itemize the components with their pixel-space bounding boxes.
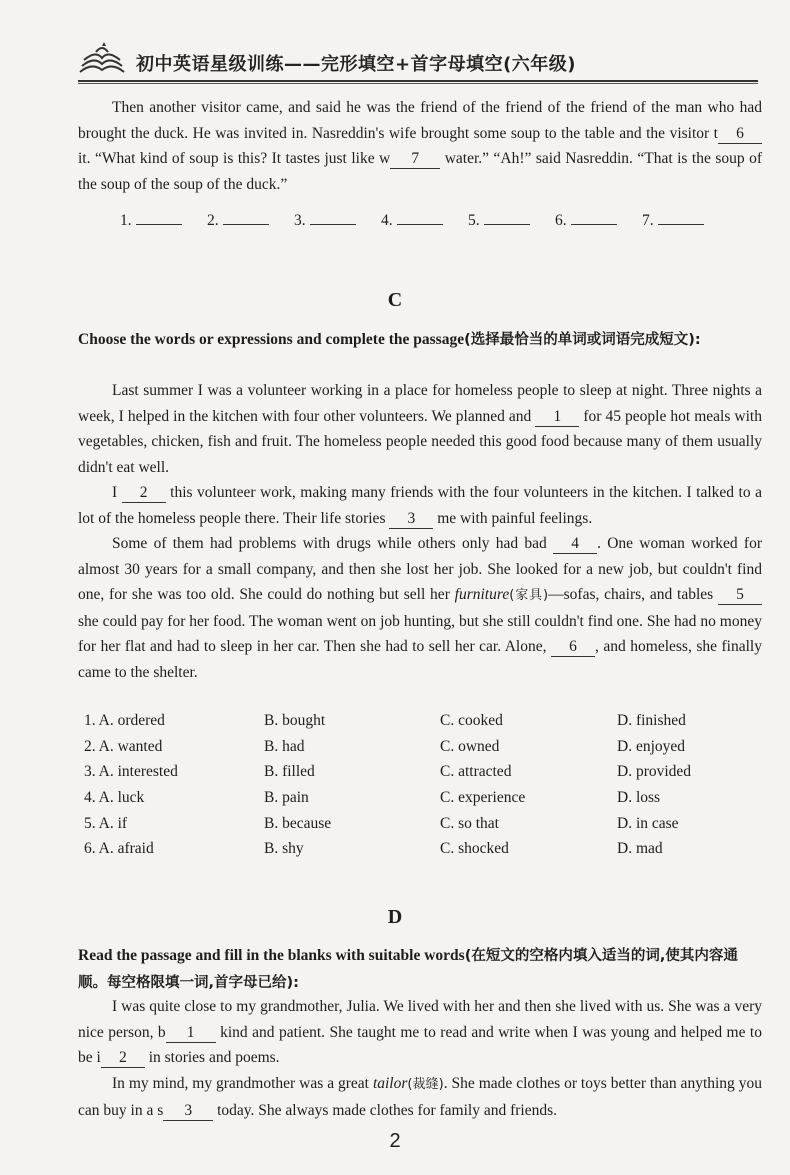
option-a[interactable]: 2. A. wanted: [84, 737, 163, 755]
option-b[interactable]: B. had: [264, 737, 305, 755]
option-a[interactable]: 3. A. interested: [84, 763, 178, 781]
text-segment: Then another visitor came, and said he was the friend of the friend of the friend of the man who had brought the duck. He was invited in. Nasreddin's wife brought some soup to the table and the visitor t: [78, 99, 762, 142]
section-c-instruction: Choose the words or expressions and complete the passage(选择最恰当的单词或词语完成短文):: [78, 331, 701, 348]
option-row: [84, 789, 704, 815]
page-header: [78, 40, 758, 84]
option-row: [84, 712, 704, 738]
section-d-paragraph-2: In my mind, my grandmother was a great tailor(裁缝). She made clothes or toys better than anything you can buy in a s 3 today. She always made clothes for family and friends.: [78, 1075, 762, 1119]
section-c-paragraph-1: Last summer I was a volunteer working in a place for homeless people to sleep at night. Three nights a week, I helped in the kitchen with four other volunteers. We planned and 1 for 45 people hot meals with vegetables, chicken, fish and fruit. The homeless people needed this good food because many of them usually didn't eat well.: [78, 382, 762, 476]
option-d[interactable]: D. mad: [617, 840, 663, 858]
option-c[interactable]: C. shocked: [440, 840, 509, 858]
option-d[interactable]: D. in case: [617, 814, 679, 832]
option-a[interactable]: 6. A. afraid: [84, 840, 154, 858]
book-logo-icon: [78, 40, 126, 80]
answer-blanks-row: [120, 210, 740, 230]
section-c-options: [84, 712, 704, 866]
section-c-paragraph-2: I 2 this volunteer work, making many friends with the four volunteers in the kitchen. I talked to a lot of the homeless people there. Their life stories 3 me with painful feelings.: [78, 484, 762, 527]
option-c[interactable]: C. attracted: [440, 763, 512, 781]
option-a[interactable]: 5. A. if: [84, 814, 128, 832]
blank-c1[interactable]: 1: [535, 408, 579, 427]
section-d-paragraph-1: I was quite close to my grandmother, Julia. We lived with her and then she lived with us. She was a very nice person, b 1 kind and patient. She taught me to read and write when I was young and helped me to be i 2 in stories and poems.: [78, 998, 762, 1066]
option-d[interactable]: D. provided: [617, 763, 692, 781]
answer-item[interactable]: 3.: [294, 210, 381, 230]
option-c[interactable]: C. experience: [440, 789, 526, 807]
blank-d3[interactable]: 3: [163, 1102, 213, 1121]
header-rule-thin: [78, 83, 758, 84]
option-a[interactable]: 4. A. luck: [84, 789, 145, 807]
option-d[interactable]: D. loss: [617, 789, 661, 807]
blank-d1[interactable]: 1: [166, 1024, 216, 1043]
blank-d2[interactable]: 2: [101, 1049, 145, 1068]
blank-c5[interactable]: 5: [718, 586, 762, 605]
blank-c2[interactable]: 2: [122, 484, 166, 503]
option-c[interactable]: C. so that: [440, 814, 499, 832]
option-c[interactable]: C. cooked: [440, 712, 503, 729]
blank-c3[interactable]: 3: [389, 510, 433, 529]
section-c-heading: C: [387, 289, 403, 311]
blank-c6[interactable]: 6: [551, 638, 595, 657]
answer-item[interactable]: 1.: [120, 210, 207, 230]
option-d[interactable]: D. enjoyed: [617, 737, 686, 755]
option-b[interactable]: B. pain: [264, 789, 309, 807]
answer-item[interactable]: 4.: [381, 210, 468, 230]
section-d-instruction: Read the passage and fill in the blanks with suitable words(在短文的空格内填入适当的词,使其内容通顺。每空格限填一词,首字母已给):: [78, 947, 738, 991]
page-number: 2: [389, 1130, 401, 1152]
blank-6[interactable]: 6: [718, 125, 762, 144]
header-title: 初中英语星级训练——完形填空+首字母填空(六年级): [136, 54, 577, 75]
option-row: [84, 763, 704, 789]
section-b-paragraph: [78, 95, 762, 197]
option-d[interactable]: D. finished: [617, 712, 686, 729]
option-b[interactable]: B. filled: [264, 763, 315, 781]
answer-item[interactable]: 5.: [468, 210, 555, 230]
text-segment: water.” “Ah!” said Nasreddin. “That is the soup of the soup of the soup of the duck.”: [78, 150, 763, 193]
option-row: [84, 738, 704, 764]
blank-c4[interactable]: 4: [553, 535, 597, 554]
option-row: [84, 840, 704, 866]
header-rule: [78, 80, 758, 82]
option-b[interactable]: B. bought: [264, 712, 326, 729]
text-segment: it. “What kind of soup is this? It tastes just like w: [78, 150, 391, 167]
blank-7[interactable]: 7: [390, 150, 440, 169]
option-b[interactable]: B. shy: [264, 840, 304, 858]
option-c[interactable]: C. owned: [440, 737, 500, 755]
section-d-heading: D: [387, 906, 403, 928]
answer-item[interactable]: 7.: [642, 210, 729, 230]
option-b[interactable]: B. because: [264, 814, 332, 832]
answer-item[interactable]: 6.: [555, 210, 642, 230]
option-row: [84, 815, 704, 841]
section-c-paragraph-3: Some of them had problems with drugs while others only had bad 4 . One woman worked for almost 30 years for a small company, and then she lost her job. She looked for a new job, but couldn't find one, for she was too old. She could do nothing but sell her furniture(家具)—sofas, chairs, and tables 5 she could pay for her food. The woman went on job hunting, but she still couldn't find one. She had no money for her flat and had to sleep in her car. Then she had to sell her car. Alone, 6 , and homeless, she finally came to the shelter.: [78, 535, 762, 681]
answer-item[interactable]: 2.: [207, 210, 294, 230]
option-a[interactable]: 1. A. ordered: [84, 712, 165, 729]
